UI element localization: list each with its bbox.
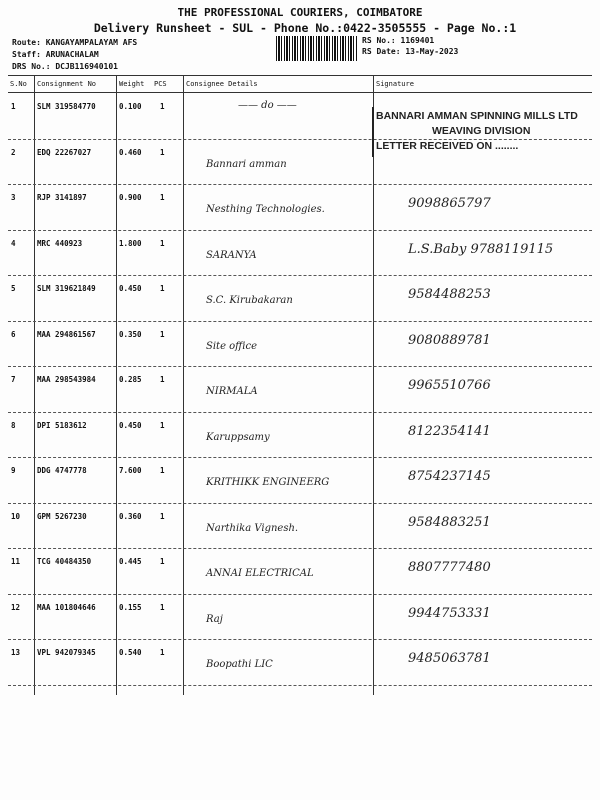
row-consignee: Nesthing Technologies. bbox=[206, 204, 325, 215]
row-consignment-no: MAA 101804646 bbox=[37, 602, 96, 612]
row-sno: 13 bbox=[11, 648, 21, 657]
row-signature: 9965510766 bbox=[408, 378, 491, 393]
col-header-weight: Weight bbox=[119, 80, 145, 88]
col-header-pcs: PCS bbox=[154, 80, 167, 88]
row-consignment-no: DDG 4747778 bbox=[37, 466, 87, 475]
row-pcs: 1 bbox=[160, 648, 165, 657]
row-sno: 1 bbox=[11, 102, 16, 111]
row-divider bbox=[8, 639, 592, 640]
route-label: Route: KANGAYAMPALAYAM AFS bbox=[12, 38, 138, 47]
row-consignee: Raj bbox=[206, 613, 223, 625]
row-signature: 9584883251 bbox=[408, 514, 491, 530]
row-signature: 9944753331 bbox=[408, 605, 491, 621]
row-consignment-no: TCG 40484350 bbox=[37, 557, 92, 566]
row-consignee: —— do —— bbox=[238, 100, 297, 111]
row-consignee: ANNAI ELECTRICAL bbox=[206, 568, 314, 579]
stamp-line-1: BANNARI AMMAN SPINNING MILLS LTD bbox=[376, 110, 578, 122]
header-bottom-border bbox=[8, 92, 592, 93]
row-divider bbox=[8, 366, 592, 367]
row-pcs: 1 bbox=[160, 238, 165, 248]
row-consignee: NIRMALA bbox=[206, 386, 258, 397]
row-weight: 0.450 bbox=[119, 284, 142, 293]
row-consignee: KRITHIKK ENGINEERG bbox=[206, 477, 330, 488]
column-divider bbox=[34, 75, 35, 695]
row-signature: 8122354141 bbox=[408, 423, 491, 439]
staff-label: Staff: ARUNACHALAM bbox=[12, 50, 99, 59]
row-divider bbox=[8, 685, 592, 686]
rs-number: RS No.: 1169401 bbox=[362, 36, 435, 45]
row-consignee: Bannari amman bbox=[206, 158, 287, 170]
runsheet-table bbox=[8, 75, 592, 695]
row-consignee: Site office bbox=[206, 340, 257, 352]
row-divider bbox=[8, 503, 592, 504]
row-sno: 11 bbox=[11, 557, 21, 566]
row-sno: 6 bbox=[11, 329, 16, 339]
row-pcs: 1 bbox=[160, 329, 165, 339]
barcode bbox=[276, 36, 358, 61]
row-divider bbox=[8, 230, 592, 231]
drs-number: DRS No.: DCJB116940101 bbox=[12, 62, 118, 71]
row-pcs: 1 bbox=[160, 375, 165, 384]
row-consignment-no: DPI 5183612 bbox=[37, 420, 87, 430]
col-header-consignee: Consignee Details bbox=[186, 80, 258, 88]
row-consignee: SARANYA bbox=[206, 249, 257, 261]
row-pcs: 1 bbox=[160, 193, 165, 202]
row-weight: 0.155 bbox=[119, 602, 142, 612]
row-signature: L.S.Baby 9788119115 bbox=[408, 241, 554, 257]
row-weight: 0.540 bbox=[119, 648, 142, 657]
col-header-sno: S.No bbox=[10, 80, 27, 88]
row-consignee: Narthika Vignesh. bbox=[206, 522, 299, 534]
row-weight: 1.800 bbox=[119, 238, 142, 248]
row-consignee: S.C. Kirubakaran bbox=[206, 295, 293, 306]
row-weight: 0.285 bbox=[119, 375, 142, 384]
row-consignment-no: MAA 294861567 bbox=[37, 329, 96, 339]
row-signature: 9485063781 bbox=[408, 651, 491, 666]
stamp-line-3: LETTER RECEIVED ON ........ bbox=[376, 140, 519, 152]
row-divider bbox=[8, 457, 592, 458]
row-consignment-no: VPL 942079345 bbox=[37, 648, 96, 657]
row-weight: 7.600 bbox=[119, 466, 142, 475]
row-weight: 0.900 bbox=[119, 193, 142, 202]
company-stamp bbox=[372, 107, 594, 157]
row-weight: 0.460 bbox=[119, 147, 142, 157]
column-divider bbox=[373, 75, 374, 695]
row-weight: 0.445 bbox=[119, 557, 142, 566]
row-sno: 2 bbox=[11, 147, 16, 157]
row-pcs: 1 bbox=[160, 102, 165, 111]
row-sno: 7 bbox=[11, 375, 16, 384]
row-signature: 9098865797 bbox=[408, 196, 491, 211]
row-sno: 9 bbox=[11, 466, 16, 475]
row-sno: 8 bbox=[11, 420, 16, 430]
row-sno: 5 bbox=[11, 284, 16, 293]
row-consignment-no: SLM 319584770 bbox=[37, 102, 96, 111]
row-pcs: 1 bbox=[160, 511, 165, 521]
row-divider bbox=[8, 184, 592, 185]
row-sno: 4 bbox=[11, 238, 16, 248]
runsheet-title: Delivery Runsheet - SUL - Phone No.:0422-3505555 - Page No.:1 bbox=[93, 21, 517, 35]
row-consignment-no: SLM 319621849 bbox=[37, 284, 96, 293]
row-consignment-no: EDQ 22267027 bbox=[37, 147, 92, 157]
row-sno: 10 bbox=[11, 511, 21, 521]
column-divider bbox=[183, 75, 184, 695]
rs-date: RS Date: 13-May-2023 bbox=[362, 47, 459, 56]
stamp-line-2: WEAVING DIVISION bbox=[432, 125, 531, 137]
col-header-signature: Signature bbox=[376, 80, 414, 88]
col-header-consignment: Consignment No bbox=[37, 80, 97, 88]
row-pcs: 1 bbox=[160, 147, 165, 157]
row-signature: 9584488253 bbox=[408, 287, 491, 302]
row-divider bbox=[8, 548, 592, 549]
row-consignment-no: RJP 3141897 bbox=[37, 193, 87, 202]
column-divider bbox=[116, 75, 117, 695]
row-divider bbox=[8, 594, 592, 595]
row-pcs: 1 bbox=[160, 602, 165, 612]
row-sno: 12 bbox=[11, 602, 21, 612]
row-weight: 0.450 bbox=[119, 420, 142, 430]
row-divider bbox=[8, 321, 592, 322]
row-consignment-no: MAA 298543984 bbox=[37, 375, 96, 384]
company-title: THE PROFESSIONAL COURIERS, COIMBATORE bbox=[177, 6, 423, 19]
row-signature: 9080889781 bbox=[408, 332, 491, 348]
row-consignee: Karuppsamy bbox=[206, 431, 270, 443]
table-top-border bbox=[8, 75, 592, 76]
row-divider bbox=[8, 412, 592, 413]
row-consignment-no: GPM 5267230 bbox=[37, 511, 87, 521]
row-signature: 8807777480 bbox=[408, 560, 491, 575]
row-consignee: Boopathi LIC bbox=[206, 659, 273, 670]
row-sno: 3 bbox=[11, 193, 16, 202]
row-weight: 0.360 bbox=[119, 511, 142, 521]
row-weight: 0.100 bbox=[119, 102, 142, 111]
row-weight: 0.350 bbox=[119, 329, 142, 339]
row-signature: 8754237145 bbox=[408, 469, 491, 484]
row-pcs: 1 bbox=[160, 420, 165, 430]
row-divider bbox=[8, 275, 592, 276]
row-pcs: 1 bbox=[160, 557, 165, 566]
row-pcs: 1 bbox=[160, 466, 165, 475]
row-consignment-no: MRC 440923 bbox=[37, 238, 83, 248]
row-pcs: 1 bbox=[160, 284, 165, 293]
